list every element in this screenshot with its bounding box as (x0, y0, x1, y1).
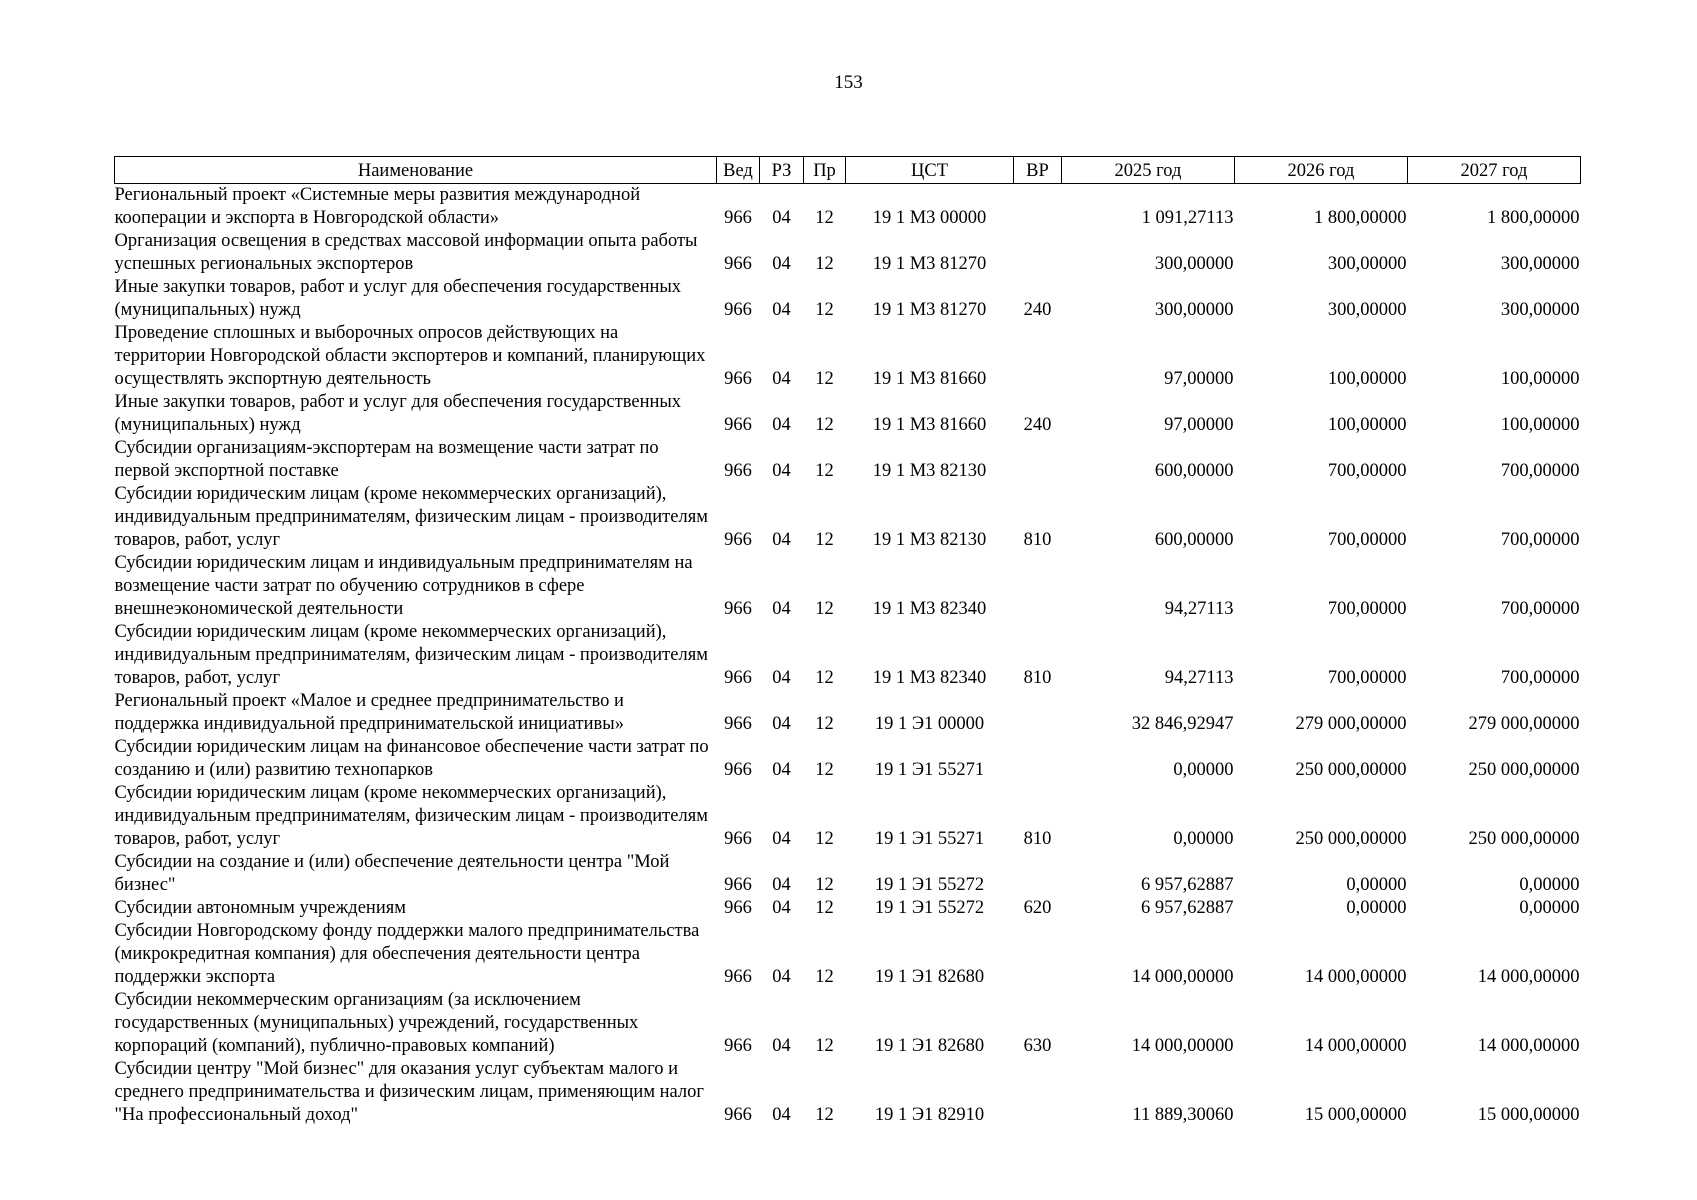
cell-ved: 966 (724, 898, 752, 918)
cell-rz: 04 (772, 208, 791, 228)
table-row (115, 483, 1581, 552)
cell-vr (1014, 322, 1062, 391)
cell-name: Субсидии организациям-экспортерам на возмещение части затрат по первой экспортной поставке (114, 438, 659, 481)
budget-table (114, 156, 1581, 1127)
cell-2026: 15 000,00000 (1304, 1105, 1407, 1125)
cell-2027: 300,00000 (1500, 300, 1580, 320)
cell-vr (1014, 690, 1062, 736)
cell-2025: 1 091,27113 (1141, 208, 1234, 228)
cell-pr: 12 (815, 415, 834, 435)
cell-pr: 12 (815, 1105, 834, 1125)
cell-vr (1014, 230, 1062, 276)
cell-ved: 966 (724, 714, 752, 734)
cell-ved: 966 (724, 208, 752, 228)
cell-cst: 19 1 Э1 82910 (874, 1105, 985, 1125)
cell-2025: 300,00000 (1154, 254, 1234, 274)
cell-2025: 94,27113 (1164, 599, 1234, 619)
cell-ved: 966 (724, 1036, 752, 1056)
table-body (115, 184, 1581, 1128)
cell-pr: 12 (815, 967, 834, 987)
table-row (115, 552, 1581, 621)
cell-pr: 12 (815, 1036, 834, 1056)
table-row (115, 1058, 1581, 1127)
cell-2026: 300,00000 (1327, 300, 1407, 320)
column-header-pr: Пр (804, 157, 846, 184)
cell-vr: 630 (1023, 1036, 1052, 1056)
cell-pr: 12 (815, 898, 834, 918)
cell-name: Проведение сплошных и выборочных опросов действующих на территории Новгородской области экспортеров и компаний, планирующих осуществлять экспортную деятельность (114, 323, 706, 389)
cell-name: Региональный проект «Системные меры развития международной кооперации и экспорта в Новгородской области» (114, 185, 641, 228)
cell-2025: 14 000,00000 (1131, 967, 1234, 987)
cell-name: Субсидии юридическим лицам (кроме некоммерческих организаций), индивидуальным предпринимателям, физическим лицам - производителям товаров, работ, услуг (114, 484, 708, 550)
cell-cst: 19 1 Э1 55272 (874, 898, 985, 918)
cell-vr: 810 (1023, 668, 1052, 688)
cell-2027: 14 000,00000 (1477, 1036, 1580, 1056)
column-header-ved: Вед (717, 157, 760, 184)
cell-cst: 19 1 М3 82340 (872, 668, 987, 688)
cell-cst: 19 1 М3 82130 (872, 461, 987, 481)
cell-cst: 19 1 М3 81270 (872, 300, 987, 320)
cell-2027: 0,00000 (1519, 898, 1580, 918)
cell-cst: 19 1 М3 81660 (872, 369, 987, 389)
cell-cst: 19 1 М3 82130 (872, 530, 987, 550)
cell-rz: 04 (772, 1105, 791, 1125)
cell-2026: 250 000,00000 (1295, 829, 1407, 849)
cell-cst: 19 1 М3 82340 (872, 599, 987, 619)
cell-rz: 04 (772, 369, 791, 389)
table-row (115, 989, 1581, 1058)
cell-cst: 19 1 Э1 55271 (874, 829, 985, 849)
cell-ved: 966 (724, 967, 752, 987)
cell-2026: 14 000,00000 (1304, 967, 1407, 987)
cell-vr (1014, 736, 1062, 782)
cell-name: Субсидии на создание и (или) обеспечение деятельности центра "Мой бизнес" (114, 852, 670, 895)
cell-name: Организация освещения в средствах массовой информации опыта работы успешных региональных экспортеров (114, 231, 698, 274)
column-header-2026: 2026 год (1235, 157, 1408, 184)
cell-2025: 6 957,62887 (1141, 875, 1234, 895)
cell-pr: 12 (815, 760, 834, 780)
cell-cst: 19 1 Э1 82680 (874, 1036, 985, 1056)
cell-cst: 19 1 Э1 00000 (874, 714, 985, 734)
cell-2026: 700,00000 (1327, 599, 1407, 619)
cell-vr (1014, 184, 1062, 231)
cell-cst: 19 1 М3 00000 (872, 208, 987, 228)
table-row (115, 621, 1581, 690)
cell-2027: 100,00000 (1500, 369, 1580, 389)
cell-pr: 12 (815, 254, 834, 274)
cell-rz: 04 (772, 967, 791, 987)
cell-2025: 97,00000 (1164, 369, 1234, 389)
cell-cst: 19 1 Э1 55271 (874, 760, 985, 780)
cell-rz: 04 (772, 714, 791, 734)
cell-vr: 240 (1023, 415, 1052, 435)
cell-2026: 100,00000 (1327, 369, 1407, 389)
cell-name: Субсидии юридическим лицам (кроме некоммерческих организаций), индивидуальным предпринимателям, физическим лицам - производителям товаров, работ, услуг (114, 622, 708, 688)
cell-ved: 966 (724, 300, 752, 320)
table-row (115, 920, 1581, 989)
table-row (115, 897, 1581, 920)
cell-name: Субсидии некоммерческим организациям (за исключением государственных (муниципальных) учреждений, государственных корпораций (компаний), публично-правовых компаний) (114, 990, 639, 1056)
cell-2026: 700,00000 (1327, 668, 1407, 688)
cell-name: Иные закупки товаров, работ и услуг для обеспечения государственных (муниципальных) нужд (114, 277, 682, 320)
cell-cst: 19 1 Э1 82680 (874, 967, 985, 987)
cell-rz: 04 (772, 760, 791, 780)
cell-vr: 620 (1023, 898, 1052, 918)
cell-ved: 966 (724, 530, 752, 550)
table-row (115, 230, 1581, 276)
cell-name: Иные закупки товаров, работ и услуг для обеспечения государственных (муниципальных) нужд (114, 392, 682, 435)
cell-2026: 100,00000 (1327, 415, 1407, 435)
cell-vr: 810 (1023, 829, 1052, 849)
column-header-2027: 2027 год (1408, 157, 1581, 184)
cell-ved: 966 (724, 760, 752, 780)
cell-pr: 12 (815, 714, 834, 734)
cell-vr (1014, 1058, 1062, 1127)
cell-2027: 0,00000 (1519, 875, 1580, 895)
cell-2025: 14 000,00000 (1131, 1036, 1234, 1056)
cell-2025: 0,00000 (1173, 760, 1234, 780)
cell-2026: 250 000,00000 (1295, 760, 1407, 780)
table-header (115, 157, 1581, 184)
cell-2027: 1 800,00000 (1487, 208, 1580, 228)
cell-2027: 700,00000 (1500, 530, 1580, 550)
table-row (115, 851, 1581, 897)
table-row (115, 391, 1581, 437)
cell-2027: 14 000,00000 (1477, 967, 1580, 987)
cell-ved: 966 (724, 415, 752, 435)
cell-2027: 279 000,00000 (1468, 714, 1580, 734)
cell-2025: 11 889,30060 (1132, 1105, 1234, 1125)
cell-rz: 04 (772, 599, 791, 619)
cell-name: Субсидии центру "Мой бизнес" для оказания услуг субъектам малого и среднего предпринимательства и физическим лицам, применяющим налог "На профессиональный доход" (114, 1059, 704, 1125)
column-header-rz: РЗ (760, 157, 804, 184)
cell-rz: 04 (772, 668, 791, 688)
cell-pr: 12 (815, 599, 834, 619)
cell-name: Субсидии Новгородскому фонду поддержки малого предпринимательства (микрокредитная компания) для обеспечения деятельности центра поддержки экспорта (114, 921, 700, 987)
cell-cst: 19 1 Э1 55272 (874, 875, 985, 895)
cell-ved: 966 (724, 599, 752, 619)
column-header-cst: ЦСТ (846, 157, 1014, 184)
cell-2025: 300,00000 (1154, 300, 1234, 320)
cell-ved: 966 (724, 668, 752, 688)
cell-ved: 966 (724, 461, 752, 481)
cell-cst: 19 1 М3 81270 (872, 254, 987, 274)
cell-2027: 100,00000 (1500, 415, 1580, 435)
cell-2026: 300,00000 (1327, 254, 1407, 274)
cell-vr: 810 (1023, 530, 1052, 550)
cell-pr: 12 (815, 300, 834, 320)
cell-pr: 12 (815, 829, 834, 849)
cell-2027: 250 000,00000 (1468, 829, 1580, 849)
cell-pr: 12 (815, 668, 834, 688)
page-number: 153 (834, 72, 863, 93)
cell-pr: 12 (815, 369, 834, 389)
column-header-name: Наименование (115, 157, 717, 184)
cell-2025: 32 846,92947 (1131, 714, 1234, 734)
cell-cst: 19 1 М3 81660 (872, 415, 987, 435)
cell-2025: 0,00000 (1173, 829, 1234, 849)
cell-2025: 6 957,62887 (1141, 898, 1234, 918)
cell-rz: 04 (772, 415, 791, 435)
cell-rz: 04 (772, 1036, 791, 1056)
table-row (115, 322, 1581, 391)
cell-name: Субсидии юридическим лицам и индивидуальным предпринимателям на возмещение части затрат по обучению сотрудников в сфере внешнеэкономической деятельности (114, 553, 693, 619)
table-row (115, 782, 1581, 851)
cell-2027: 250 000,00000 (1468, 760, 1580, 780)
cell-pr: 12 (815, 530, 834, 550)
cell-2026: 0,00000 (1346, 875, 1407, 895)
cell-2025: 600,00000 (1154, 461, 1234, 481)
cell-rz: 04 (772, 300, 791, 320)
column-header-vr: ВР (1014, 157, 1062, 184)
table-row (115, 184, 1581, 231)
table-row (115, 437, 1581, 483)
column-header-2025: 2025 год (1062, 157, 1235, 184)
cell-2025: 97,00000 (1164, 415, 1234, 435)
table-row (115, 276, 1581, 322)
cell-2027: 700,00000 (1500, 668, 1580, 688)
cell-2025: 600,00000 (1154, 530, 1234, 550)
cell-2025: 94,27113 (1164, 668, 1234, 688)
cell-vr (1014, 437, 1062, 483)
cell-2026: 700,00000 (1327, 530, 1407, 550)
table-row (115, 690, 1581, 736)
cell-2027: 15 000,00000 (1477, 1105, 1580, 1125)
cell-name: Субсидии юридическим лицам (кроме некоммерческих организаций), индивидуальным предпринимателям, физическим лицам - производителям товаров, работ, услуг (114, 783, 708, 849)
cell-2026: 0,00000 (1346, 898, 1407, 918)
cell-2026: 1 800,00000 (1314, 208, 1407, 228)
cell-pr: 12 (815, 461, 834, 481)
cell-ved: 966 (724, 369, 752, 389)
cell-vr (1014, 851, 1062, 897)
cell-name: Субсидии автономным учреждениям (114, 898, 406, 918)
cell-2027: 700,00000 (1500, 599, 1580, 619)
cell-2027: 700,00000 (1500, 461, 1580, 481)
cell-rz: 04 (772, 875, 791, 895)
cell-rz: 04 (772, 530, 791, 550)
cell-ved: 966 (724, 875, 752, 895)
cell-2026: 279 000,00000 (1295, 714, 1407, 734)
cell-ved: 966 (724, 254, 752, 274)
cell-2026: 14 000,00000 (1304, 1036, 1407, 1056)
cell-pr: 12 (815, 208, 834, 228)
cell-2027: 300,00000 (1500, 254, 1580, 274)
cell-vr (1014, 920, 1062, 989)
cell-name: Субсидии юридическим лицам на финансовое обеспечение части затрат по созданию и (или) развитию технопарков (114, 737, 709, 780)
cell-ved: 966 (724, 829, 752, 849)
cell-rz: 04 (772, 254, 791, 274)
cell-rz: 04 (772, 898, 791, 918)
cell-vr (1014, 552, 1062, 621)
cell-2026: 700,00000 (1327, 461, 1407, 481)
header-row (115, 157, 1581, 184)
cell-vr: 240 (1023, 300, 1052, 320)
cell-rz: 04 (772, 461, 791, 481)
cell-rz: 04 (772, 829, 791, 849)
cell-pr: 12 (815, 875, 834, 895)
cell-name: Региональный проект «Малое и среднее предпринимательство и поддержка индивидуальной предпринимательской инициативы» (114, 691, 624, 734)
table-row (115, 736, 1581, 782)
cell-ved: 966 (724, 1105, 752, 1125)
